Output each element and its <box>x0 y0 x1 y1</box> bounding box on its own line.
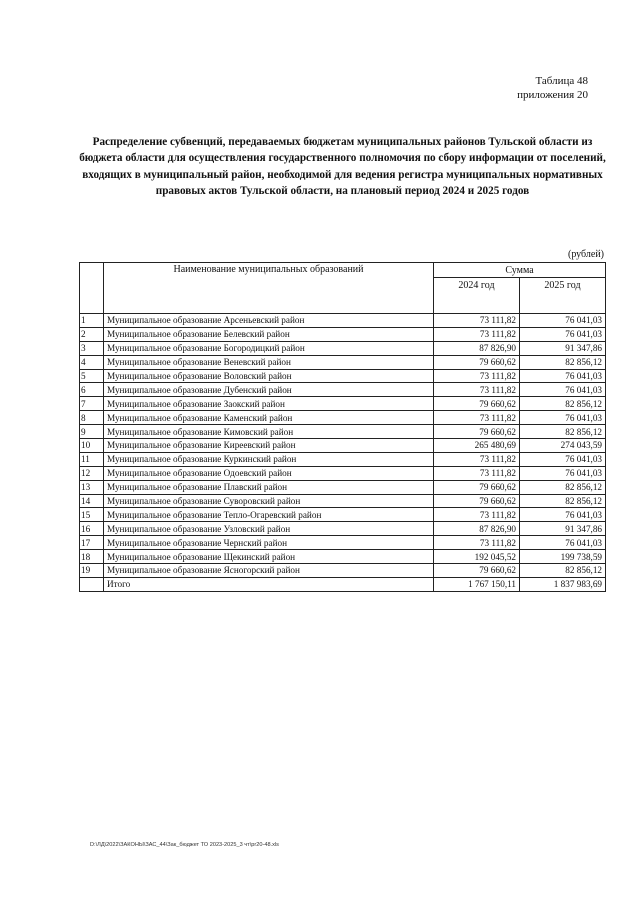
total-row <box>80 577 606 591</box>
total-index <box>80 577 104 591</box>
row-name: Муниципальное образование Тепло-Огаревский район <box>104 508 434 522</box>
row-value-2025: 76 041,03 <box>520 314 606 328</box>
table-row <box>80 383 606 397</box>
row-value-2024: 73 111,82 <box>434 411 520 425</box>
table-row <box>80 327 606 341</box>
row-value-2024: 73 111,82 <box>434 327 520 341</box>
table-row <box>80 411 606 425</box>
row-value-2025: 82 856,12 <box>520 564 606 578</box>
total-2024: 1 767 150,11 <box>434 577 520 591</box>
row-value-2024: 79 660,62 <box>434 494 520 508</box>
row-value-2024: 73 111,82 <box>434 369 520 383</box>
row-value-2024: 73 111,82 <box>434 383 520 397</box>
row-name: Муниципальное образование Куркинский район <box>104 452 434 466</box>
row-name: Муниципальное образование Заокский район <box>104 397 434 411</box>
table-row <box>80 314 606 328</box>
document-title: Распределение субвенций, передаваемых бюджетам муниципальных районов Тульской области из бюджета области для осуществления государственного полномочия по сбору информации от поселений, входящих в муниципальный район, необходимой для ведения регистра муниципальных нормативных правовых актов Тульской области, на плановый период 2024 и 2025 годов <box>79 136 606 197</box>
row-number: 15 <box>80 508 104 522</box>
row-name: Муниципальное образование Арсеньевский район <box>104 314 434 328</box>
table-row <box>80 508 606 522</box>
row-number: 10 <box>80 439 104 453</box>
row-name: Муниципальное образование Одоевский район <box>104 466 434 480</box>
row-number: 13 <box>80 480 104 494</box>
file-path: D:\ЛД\2022\ЗАКОНЫ\ЗАС_44\Зак_бюджет ТО 2023-2025_3 чт\pr20-48.xls <box>90 842 279 848</box>
row-number: 6 <box>80 383 104 397</box>
row-number: 16 <box>80 522 104 536</box>
row-name: Муниципальное образование Воловский район <box>104 369 434 383</box>
table-row <box>80 466 606 480</box>
row-value-2025: 82 856,12 <box>520 355 606 369</box>
row-name: Муниципальное образование Щекинский район <box>104 550 434 564</box>
row-value-2024: 73 111,82 <box>434 466 520 480</box>
row-name: Муниципальное образование Богородицкий район <box>104 341 434 355</box>
row-value-2025: 76 041,03 <box>520 508 606 522</box>
unit-label: (рублей) <box>567 249 604 260</box>
table-number: Таблица 48 <box>535 75 588 87</box>
row-name: Муниципальное образование Чернский район <box>104 536 434 550</box>
row-number: 11 <box>80 452 104 466</box>
header-2025: 2025 год <box>520 278 606 314</box>
row-value-2025: 82 856,12 <box>520 425 606 439</box>
row-number: 5 <box>80 369 104 383</box>
table-row <box>80 369 606 383</box>
row-name: Муниципальное образование Плавский район <box>104 480 434 494</box>
row-number: 1 <box>80 314 104 328</box>
row-number: 2 <box>80 327 104 341</box>
row-value-2025: 82 856,12 <box>520 494 606 508</box>
header-index <box>80 263 104 314</box>
row-name: Муниципальное образование Суворовский район <box>104 494 434 508</box>
row-number: 9 <box>80 425 104 439</box>
row-value-2024: 192 045,52 <box>434 550 520 564</box>
row-value-2024: 265 480,69 <box>434 439 520 453</box>
table-row <box>80 439 606 453</box>
row-value-2025: 82 856,12 <box>520 480 606 494</box>
table-row <box>80 425 606 439</box>
table-row <box>80 494 606 508</box>
subvention-table <box>79 262 606 592</box>
row-number: 18 <box>80 550 104 564</box>
row-value-2025: 76 041,03 <box>520 327 606 341</box>
row-value-2025: 76 041,03 <box>520 452 606 466</box>
row-value-2024: 87 826,90 <box>434 522 520 536</box>
total-label: Итого <box>104 577 434 591</box>
row-value-2025: 91 347,86 <box>520 522 606 536</box>
row-value-2024: 73 111,82 <box>434 536 520 550</box>
row-value-2024: 73 111,82 <box>434 452 520 466</box>
header-name: Наименование муниципальных образований <box>104 263 434 314</box>
table-row <box>80 564 606 578</box>
table-row <box>80 452 606 466</box>
row-value-2024: 79 660,62 <box>434 397 520 411</box>
table-row <box>80 341 606 355</box>
table-row <box>80 522 606 536</box>
table-row <box>80 480 606 494</box>
row-name: Муниципальное образование Узловский район <box>104 522 434 536</box>
row-value-2025: 76 041,03 <box>520 536 606 550</box>
row-number: 12 <box>80 466 104 480</box>
row-value-2025: 274 043,59 <box>520 439 606 453</box>
row-number: 17 <box>80 536 104 550</box>
header-row <box>80 263 606 278</box>
row-number: 19 <box>80 564 104 578</box>
row-name: Муниципальное образование Белевский район <box>104 327 434 341</box>
row-number: 4 <box>80 355 104 369</box>
table-row <box>80 550 606 564</box>
row-number: 3 <box>80 341 104 355</box>
row-name: Муниципальное образование Ясногорский район <box>104 564 434 578</box>
row-value-2024: 79 660,62 <box>434 480 520 494</box>
row-value-2025: 76 041,03 <box>520 383 606 397</box>
table-row <box>80 355 606 369</box>
appendix-number: приложения 20 <box>517 89 588 101</box>
header-sum: Сумма <box>434 263 606 278</box>
row-value-2025: 91 347,86 <box>520 341 606 355</box>
row-number: 8 <box>80 411 104 425</box>
total-2025: 1 837 983,69 <box>520 577 606 591</box>
row-value-2025: 82 856,12 <box>520 397 606 411</box>
row-name: Муниципальное образование Киреевский район <box>104 439 434 453</box>
row-value-2024: 73 111,82 <box>434 314 520 328</box>
row-value-2025: 76 041,03 <box>520 369 606 383</box>
row-value-2024: 79 660,62 <box>434 355 520 369</box>
row-number: 14 <box>80 494 104 508</box>
table-reference <box>517 74 588 102</box>
row-value-2024: 79 660,62 <box>434 564 520 578</box>
table-row <box>80 397 606 411</box>
row-name: Муниципальное образование Кимовский район <box>104 425 434 439</box>
row-value-2024: 87 826,90 <box>434 341 520 355</box>
row-number: 7 <box>80 397 104 411</box>
row-value-2025: 76 041,03 <box>520 466 606 480</box>
row-name: Муниципальное образование Каменский район <box>104 411 434 425</box>
row-name: Муниципальное образование Дубенский район <box>104 383 434 397</box>
row-value-2025: 76 041,03 <box>520 411 606 425</box>
row-value-2024: 79 660,62 <box>434 425 520 439</box>
table-row <box>80 536 606 550</box>
row-value-2024: 73 111,82 <box>434 508 520 522</box>
header-2024: 2024 год <box>434 278 520 314</box>
row-value-2025: 199 738,59 <box>520 550 606 564</box>
row-name: Муниципальное образование Веневский район <box>104 355 434 369</box>
